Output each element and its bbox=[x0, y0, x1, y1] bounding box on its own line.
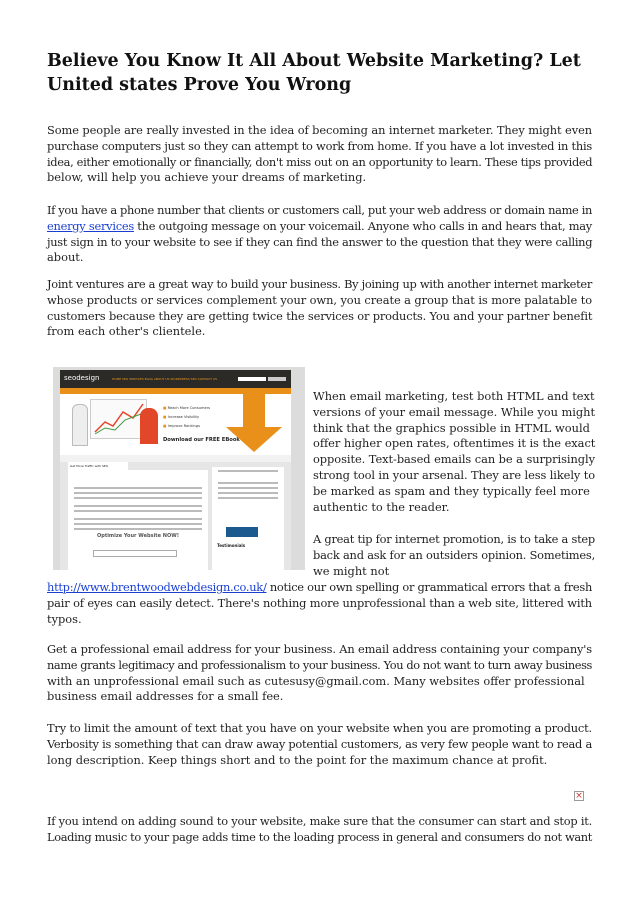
text-line: back and ask for an outsiders opinion. Sometimes, bbox=[313, 547, 595, 562]
text-line: Verbosity is something that can draw away potential customers, as very few people want to read a bbox=[47, 736, 592, 751]
screenshot-tab: Get More Traffic with SEO bbox=[68, 462, 128, 470]
text-line: business email addresses for a small fee. bbox=[47, 689, 284, 704]
energy-services-link[interactable]: energy services bbox=[47, 218, 134, 233]
broken-image-icon: × bbox=[575, 791, 583, 801]
title-line: United states Prove You Wrong bbox=[47, 75, 352, 95]
screenshot-search-box bbox=[238, 377, 266, 381]
text-line: opposite. Text-based emails can be a surprisingly bbox=[313, 452, 595, 467]
text-line: offer higher open rates, oftentimes it is the exact bbox=[313, 436, 596, 451]
download-ebook-text: Download our FREE EBook bbox=[163, 437, 240, 443]
screenshot-optimize-heading: Optimize Your Website NOW! bbox=[96, 533, 179, 539]
text-line: about. bbox=[47, 250, 84, 265]
text-line: be marked as spam and they typically feel more bbox=[313, 483, 590, 498]
text-line: When email marketing, test both HTML and text bbox=[313, 389, 595, 403]
text-line: versions of your email message. While you might bbox=[313, 404, 595, 419]
screenshot-header bbox=[60, 370, 291, 388]
screenshot-url-input bbox=[93, 550, 177, 557]
paragraph-promotion-cont bbox=[47, 580, 592, 627]
screenshot-search-button bbox=[268, 377, 286, 381]
cartoon-man-icon bbox=[140, 408, 158, 444]
text-line: If you intend on adding sound to your website, make sure that the consumer can start and stop it. bbox=[47, 814, 592, 828]
text-line: Loading music to your page adds time to the loading process in general and consumers do not want bbox=[47, 829, 592, 844]
text-line: Joint ventures are a great way to build your business. By joining up with another internet marketer bbox=[47, 277, 592, 291]
text-line: pair of eyes can easily detect. There's nothing more unprofessional than a web site, littered with bbox=[47, 595, 592, 610]
screenshot-banner bbox=[60, 394, 291, 455]
paragraph-intro bbox=[47, 123, 592, 186]
website-screenshot-image bbox=[53, 367, 305, 570]
arrow-down-icon bbox=[243, 394, 265, 427]
text-line: authentic to the reader. bbox=[313, 499, 450, 514]
cartoon-man-icon bbox=[72, 404, 88, 446]
bullet: Increase Visibility bbox=[167, 415, 200, 419]
paragraph-sound bbox=[47, 814, 592, 846]
text-line: think that the graphics possible in HTML would bbox=[313, 420, 590, 435]
text-line: Get a professional email address for your business. An email address containing your company's bbox=[47, 642, 592, 656]
brentwood-link[interactable]: http://www.brentwoodwebdesign.co.uk/ bbox=[47, 580, 267, 594]
text-line: Try to limit the amount of text that you have on your website when you are promoting a product. bbox=[47, 721, 593, 735]
text-line: purchase computers just so they can attempt to work from home. If you have a lot invested in this bbox=[47, 138, 592, 153]
text-line: typos. bbox=[47, 611, 82, 626]
text-line: with an unprofessional email such as cutesusy@gmail.com. Many websites offer professional bbox=[47, 673, 585, 688]
text-line-with-link bbox=[47, 219, 592, 235]
bullet-item: ■ Increase Visibility bbox=[163, 415, 200, 419]
text-line: below, will help you achieve your dreams of marketing. bbox=[47, 170, 367, 185]
bbb-badge-icon bbox=[226, 527, 258, 537]
text-line: we might not bbox=[313, 563, 390, 578]
article-title bbox=[47, 49, 581, 97]
paragraph-professional-email bbox=[47, 642, 592, 705]
text-line: A great tip for internet promotion, is to take a step bbox=[313, 532, 595, 546]
text-line: idea, either emotionally or financially, don't miss out on an opportunity to learn. These tips provided bbox=[47, 154, 593, 169]
title-line: Believe You Know It All About Website Marketing? Let bbox=[47, 51, 581, 71]
text-line: long description. Keep things short and to the point for the maximum chance at profit. bbox=[47, 752, 548, 767]
text-line: notice our own spelling or grammatical errors that a fresh bbox=[266, 580, 593, 594]
text-line: name grants legitimacy and professionalism to your business. You do not want to turn away business bbox=[47, 657, 592, 672]
text-line: from each other's clientele. bbox=[47, 324, 206, 339]
screenshot-content bbox=[60, 462, 291, 570]
bullet-item: ■ Improve Rankings bbox=[163, 424, 200, 428]
text-line: whose products or services complement your own, you create a group that is more palatable to bbox=[47, 292, 592, 307]
text-line: If you have a phone number that clients or customers call, put your web address or domain name in bbox=[47, 203, 592, 217]
screenshot-testimonials: Testimonials bbox=[217, 543, 246, 548]
text-line: the outgoing message on your voicemail. Anyone who calls in and hears that, may bbox=[133, 218, 592, 233]
screenshot-main-panel bbox=[68, 470, 208, 570]
paragraph-phone bbox=[47, 203, 592, 266]
bullet-item: ■ Reach More Consumers bbox=[163, 406, 211, 410]
paragraph-joint-ventures bbox=[47, 277, 592, 340]
screenshot-nav: HOME SEO SERVICES BLOG ABOUT US WORDPRESS SEO CONTACT US bbox=[112, 377, 218, 381]
screenshot-logo: seodesign bbox=[64, 374, 100, 382]
paragraph-promotion bbox=[313, 532, 595, 579]
bullet: Improve Rankings bbox=[167, 424, 200, 428]
paragraph-email-marketing bbox=[313, 389, 595, 515]
screenshot-sidebar bbox=[212, 467, 284, 570]
paragraph-limit-text bbox=[47, 721, 592, 768]
text-line-with-link bbox=[47, 580, 592, 596]
bullet: Reach More Consumers bbox=[167, 406, 211, 410]
text-line: Some people are really invested in the idea of becoming an internet marketer. They might even bbox=[47, 123, 592, 137]
text-line: strong tool in your arsenal. They are less likely to bbox=[313, 467, 595, 482]
text-line: customers because they are getting twice the services or products. You and your partner benefit bbox=[47, 308, 593, 323]
chart-board-icon bbox=[90, 399, 147, 439]
arrow-head bbox=[226, 427, 282, 452]
text-line: just sign in to your website to see if they can find the answer to the question that they were calling bbox=[47, 234, 593, 249]
